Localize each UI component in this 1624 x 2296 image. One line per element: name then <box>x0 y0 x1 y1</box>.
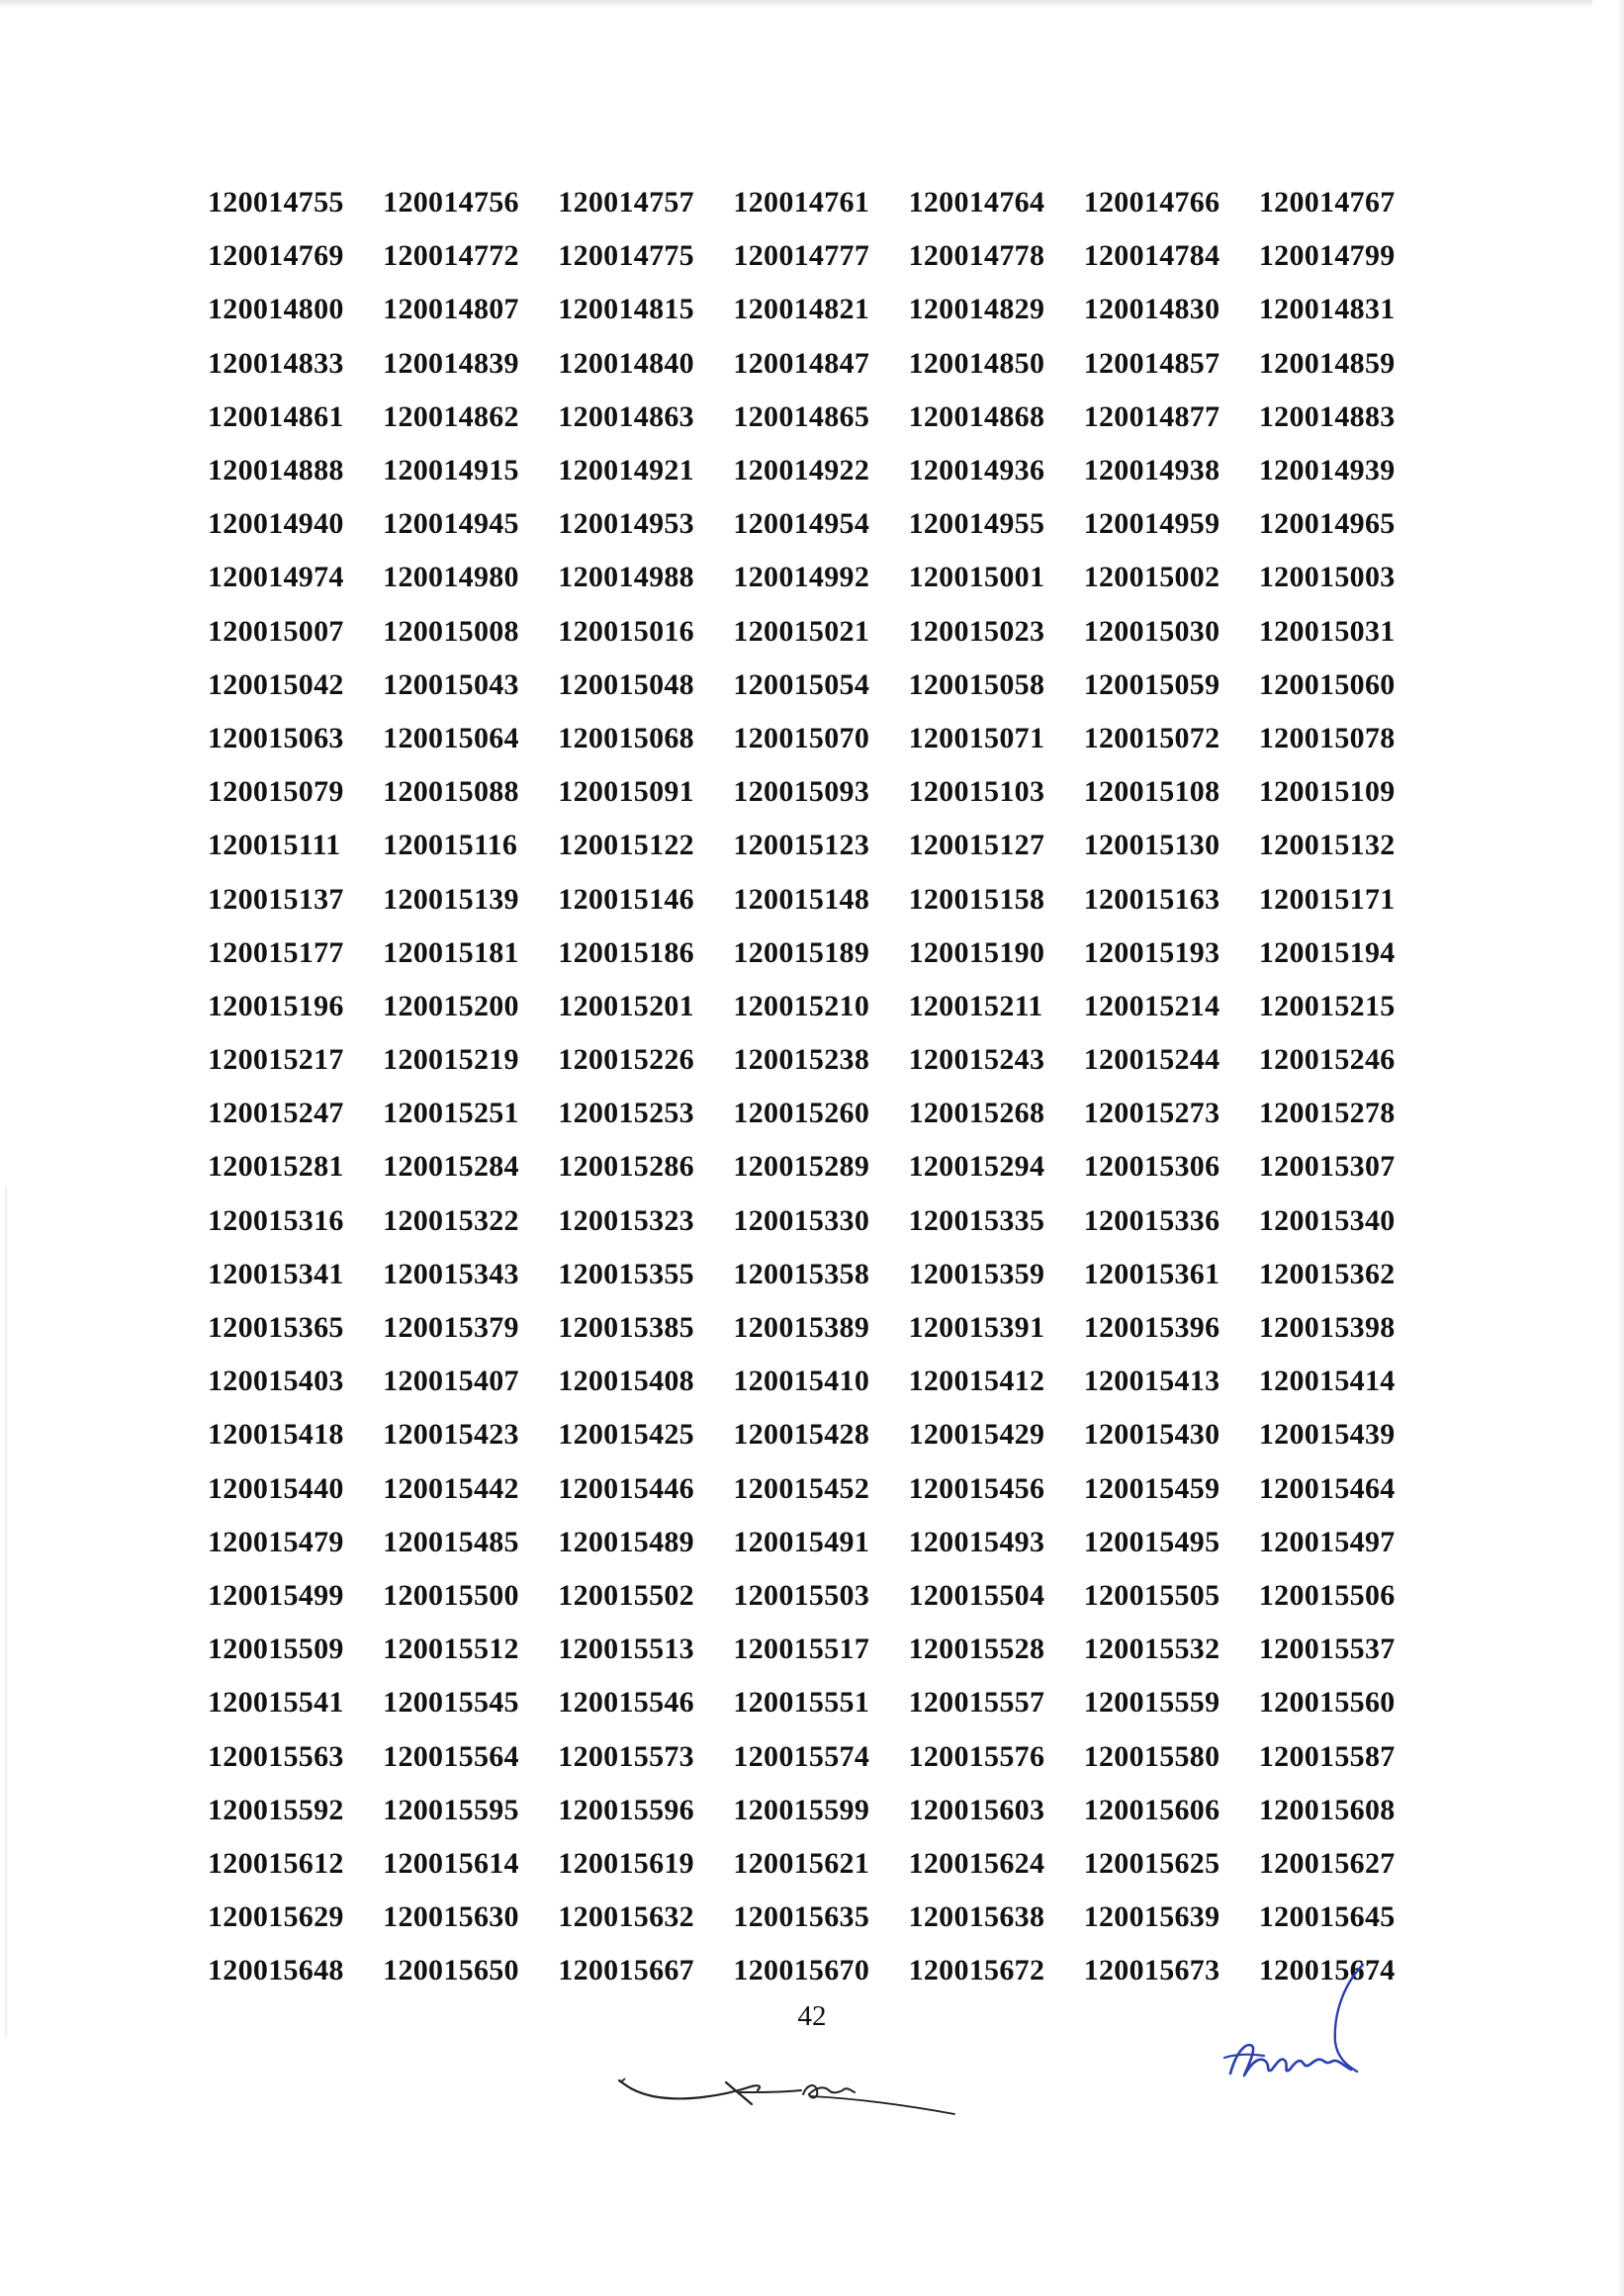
roll-number-cell: 120015273 <box>1083 1097 1220 1130</box>
roll-number-cell: 120015407 <box>383 1365 519 1398</box>
roll-number-cell: 120015551 <box>733 1686 870 1720</box>
roll-number-cell: 120015210 <box>733 989 870 1022</box>
signature-left-icon <box>613 2057 969 2126</box>
table-row <box>208 1248 1434 1301</box>
table-row <box>208 712 1434 765</box>
roll-number-cell: 120015127 <box>908 829 1045 862</box>
roll-number-cell: 120015109 <box>1258 775 1396 809</box>
roll-number-cell: 120015215 <box>1258 989 1396 1022</box>
roll-number-cell: 120014756 <box>383 186 519 220</box>
roll-number-cell: 120014974 <box>208 561 344 594</box>
roll-number-cell: 120015532 <box>1083 1633 1220 1666</box>
roll-number-cell: 120014863 <box>558 399 694 433</box>
roll-number-cell: 120015630 <box>383 1900 519 1934</box>
roll-number-cell: 120014883 <box>1258 399 1396 433</box>
roll-number-cell: 120015007 <box>208 614 344 648</box>
roll-number-cell: 120015060 <box>1258 667 1396 701</box>
table-row <box>208 1623 1434 1676</box>
roll-number-cell: 120015359 <box>908 1257 1045 1290</box>
roll-number-cell: 120015509 <box>208 1633 344 1666</box>
roll-number-cell: 120015200 <box>383 989 519 1022</box>
scan-left-edge <box>5 1187 7 2037</box>
table-row <box>208 872 1434 926</box>
roll-number-cell: 120015414 <box>1258 1365 1396 1398</box>
table-row <box>208 497 1434 551</box>
table-row <box>208 1194 1434 1248</box>
roll-number-cell: 120015672 <box>908 1954 1045 1987</box>
table-row <box>208 1140 1434 1193</box>
roll-number-cell: 120014992 <box>733 561 870 594</box>
roll-number-cell: 120015513 <box>558 1633 694 1666</box>
table-row <box>208 1516 1434 1569</box>
roll-number-cell: 120015268 <box>908 1097 1045 1130</box>
roll-number-cell: 120015545 <box>383 1686 519 1720</box>
table-row <box>208 229 1434 283</box>
roll-number-cell: 120015603 <box>908 1793 1045 1826</box>
roll-number-cell: 120015323 <box>558 1203 694 1237</box>
roll-number-cell: 120015456 <box>908 1471 1045 1505</box>
roll-number-cell: 120015396 <box>1083 1311 1220 1345</box>
roll-number-cell: 120014888 <box>208 454 344 487</box>
roll-number-cell: 120015064 <box>383 721 519 754</box>
table-row <box>208 1837 1434 1891</box>
roll-number-cell: 120014821 <box>733 293 870 326</box>
roll-number-cell: 120014859 <box>1258 346 1396 380</box>
roll-number-cell: 120015226 <box>558 1043 694 1077</box>
roll-number-cell: 120015595 <box>383 1793 519 1826</box>
roll-number-cell: 120015667 <box>558 1954 694 1987</box>
roll-number-cell: 120015632 <box>558 1900 694 1934</box>
signature-right-icon <box>1217 1963 1395 2101</box>
table-row <box>208 1891 1434 1944</box>
roll-number-cell: 120015130 <box>1083 829 1220 862</box>
table-row <box>208 1033 1434 1087</box>
scan-right-edge <box>1618 0 1624 2296</box>
roll-number-cell: 120015580 <box>1083 1739 1220 1773</box>
roll-number-cell: 120015289 <box>733 1150 870 1184</box>
roll-number-cell: 120015238 <box>733 1043 870 1077</box>
roll-number-cell: 120015612 <box>208 1846 344 1880</box>
roll-number-cell: 120015201 <box>558 989 694 1022</box>
roll-number-cell: 120015306 <box>1083 1150 1220 1184</box>
roll-number-cell: 120015122 <box>558 829 694 862</box>
roll-number-cell: 120014939 <box>1258 454 1396 487</box>
roll-number-cell: 120015088 <box>383 775 519 809</box>
roll-number-cell: 120015442 <box>383 1471 519 1505</box>
roll-number-cell: 120015340 <box>1258 1203 1396 1237</box>
roll-number-cell: 120015606 <box>1083 1793 1220 1826</box>
table-row <box>208 551 1434 604</box>
roll-number-cell: 120014922 <box>733 454 870 487</box>
roll-number-cell: 120014936 <box>908 454 1045 487</box>
roll-number-cell: 120014850 <box>908 346 1045 380</box>
roll-number-cell: 120014778 <box>908 239 1045 273</box>
roll-number-cell: 120015428 <box>733 1418 870 1452</box>
roll-number-cell: 120015614 <box>383 1846 519 1880</box>
roll-number-cell: 120015491 <box>733 1525 870 1558</box>
roll-number-cell: 120015194 <box>1258 935 1396 969</box>
roll-number-cell: 120015355 <box>558 1257 694 1290</box>
roll-number-cell: 120015495 <box>1083 1525 1220 1558</box>
roll-number-cell: 120015413 <box>1083 1365 1220 1398</box>
roll-number-cell: 120015189 <box>733 935 870 969</box>
roll-number-cell: 120015171 <box>1258 882 1396 916</box>
table-row <box>208 980 1434 1033</box>
roll-number-cell: 120015499 <box>208 1578 344 1612</box>
roll-number-cell: 120015190 <box>908 935 1045 969</box>
table-row <box>208 176 1434 229</box>
roll-number-cell: 120015670 <box>733 1954 870 1987</box>
roll-number-cell: 120015079 <box>208 775 344 809</box>
table-row <box>208 444 1434 497</box>
roll-number-cell: 120015278 <box>1258 1097 1396 1130</box>
roll-number-cell: 120014799 <box>1258 239 1396 273</box>
roll-number-cell: 120015078 <box>1258 721 1396 754</box>
roll-number-cell: 120014940 <box>208 507 344 541</box>
roll-number-cell: 120015398 <box>1258 1311 1396 1345</box>
roll-number-cell: 120015108 <box>1083 775 1220 809</box>
roll-number-cell: 120015163 <box>1083 882 1220 916</box>
roll-number-cell: 120015072 <box>1083 721 1220 754</box>
table-row <box>208 1087 1434 1140</box>
roll-number-cell: 120015148 <box>733 882 870 916</box>
roll-number-cell: 120015244 <box>1083 1043 1220 1077</box>
roll-number-cell: 120015599 <box>733 1793 870 1826</box>
roll-number-cell: 120014766 <box>1083 186 1220 220</box>
roll-number-cell: 120015219 <box>383 1043 519 1077</box>
roll-number-cell: 120015048 <box>558 667 694 701</box>
roll-number-cell: 120015103 <box>908 775 1045 809</box>
roll-number-cell: 120015246 <box>1258 1043 1396 1077</box>
roll-number-cell: 120015335 <box>908 1203 1045 1237</box>
roll-number-cell: 120015546 <box>558 1686 694 1720</box>
roll-number-cell: 120015446 <box>558 1471 694 1505</box>
roll-number-cell: 120014955 <box>908 507 1045 541</box>
page-number: 42 <box>797 2000 827 2032</box>
roll-number-cell: 120014965 <box>1258 507 1396 541</box>
roll-number-cell: 120015196 <box>208 989 344 1022</box>
roll-number-cell: 120015001 <box>908 561 1045 594</box>
roll-number-cell: 120015336 <box>1083 1203 1220 1237</box>
roll-number-cell: 120015639 <box>1083 1900 1220 1934</box>
roll-number-cell: 120015003 <box>1258 561 1396 594</box>
roll-number-cell: 120015559 <box>1083 1686 1220 1720</box>
table-row <box>208 337 1434 391</box>
roll-number-cell: 120014980 <box>383 561 519 594</box>
table-row <box>208 1301 1434 1355</box>
roll-number-cell: 120015608 <box>1258 1793 1396 1826</box>
roll-number-cell: 120015650 <box>383 1954 519 1987</box>
roll-number-cell: 120014921 <box>558 454 694 487</box>
roll-number-cell: 120015281 <box>208 1150 344 1184</box>
roll-number-cell: 120015217 <box>208 1043 344 1077</box>
roll-number-cell: 120014959 <box>1083 507 1220 541</box>
roll-number-cell: 120015031 <box>1258 614 1396 648</box>
roll-number-cell: 120014769 <box>208 239 344 273</box>
roll-number-cell: 120015054 <box>733 667 870 701</box>
roll-number-cell: 120015008 <box>383 614 519 648</box>
table-row <box>208 1569 1434 1623</box>
roll-number-cell: 120015023 <box>908 614 1045 648</box>
roll-number-cell: 120014877 <box>1083 399 1220 433</box>
roll-number-cell: 120015294 <box>908 1150 1045 1184</box>
roll-number-cell: 120014954 <box>733 507 870 541</box>
roll-number-cell: 120014945 <box>383 507 519 541</box>
roll-number-cell: 120015430 <box>1083 1418 1220 1452</box>
roll-number-cell: 120015211 <box>908 989 1043 1022</box>
roll-number-cell: 120015251 <box>383 1097 519 1130</box>
roll-number-cell: 120015137 <box>208 882 344 916</box>
roll-number-cell: 120015423 <box>383 1418 519 1452</box>
roll-number-cell: 120015500 <box>383 1578 519 1612</box>
table-row <box>208 391 1434 444</box>
roll-number-cell: 120015464 <box>1258 1471 1396 1505</box>
roll-number-cell: 120015563 <box>208 1739 344 1773</box>
table-row <box>208 765 1434 819</box>
roll-number-cell: 120015440 <box>208 1471 344 1505</box>
roll-number-cell: 120015070 <box>733 721 870 754</box>
roll-number-cell: 120015284 <box>383 1150 519 1184</box>
roll-number-cell: 120015452 <box>733 1471 870 1505</box>
roll-number-cell: 120015497 <box>1258 1525 1396 1558</box>
roll-number-cell: 120015068 <box>558 721 694 754</box>
table-row <box>208 927 1434 980</box>
roll-number-cell: 120015365 <box>208 1311 344 1345</box>
roll-number-cell: 120014861 <box>208 399 344 433</box>
roll-number-cell: 120015286 <box>558 1150 694 1184</box>
roll-number-cell: 120015459 <box>1083 1471 1220 1505</box>
roll-number-cell: 120015517 <box>733 1633 870 1666</box>
table-row <box>208 1676 1434 1729</box>
roll-number-cell: 120015111 <box>208 829 341 862</box>
roll-number-cell: 120014915 <box>383 454 519 487</box>
roll-number-cell: 120015158 <box>908 882 1045 916</box>
table-row <box>208 605 1434 659</box>
roll-number-cell: 120015341 <box>208 1257 344 1290</box>
roll-number-cell: 120014865 <box>733 399 870 433</box>
roll-number-cell: 120015391 <box>908 1311 1045 1345</box>
roll-number-cell: 120015253 <box>558 1097 694 1130</box>
table-row <box>208 283 1434 336</box>
roll-number-cell: 120015132 <box>1258 829 1396 862</box>
roll-number-cell: 120015418 <box>208 1418 344 1452</box>
roll-number-cell: 120015439 <box>1258 1418 1396 1452</box>
roll-number-cell: 120014862 <box>383 399 519 433</box>
roll-number-cell: 120014831 <box>1258 293 1396 326</box>
roll-number-cell: 120015429 <box>908 1418 1045 1452</box>
roll-number-cell: 120015560 <box>1258 1686 1396 1720</box>
roll-number-cell: 120015016 <box>558 614 694 648</box>
roll-number-cell: 120014938 <box>1083 454 1220 487</box>
roll-number-cell: 120015624 <box>908 1846 1045 1880</box>
roll-number-cell: 120014953 <box>558 507 694 541</box>
roll-number-cell: 120015243 <box>908 1043 1045 1077</box>
roll-number-cell: 120014840 <box>558 346 694 380</box>
roll-number-cell: 120015541 <box>208 1686 344 1720</box>
roll-number-cell: 120014830 <box>1083 293 1220 326</box>
roll-number-cell: 120014988 <box>558 561 694 594</box>
roll-number-cell: 120015123 <box>733 829 870 862</box>
roll-number-cell: 120015596 <box>558 1793 694 1826</box>
roll-number-cell: 120015489 <box>558 1525 694 1558</box>
roll-number-cell: 120015621 <box>733 1846 870 1880</box>
roll-number-cell: 120015071 <box>908 721 1045 754</box>
roll-number-cell: 120015322 <box>383 1203 519 1237</box>
roll-number-cell: 120014772 <box>383 239 519 273</box>
roll-number-cell: 120015030 <box>1083 614 1220 648</box>
roll-number-cell: 120015674 <box>1258 1954 1396 1987</box>
roll-number-cell: 120015592 <box>208 1793 344 1826</box>
roll-number-cell: 120015091 <box>558 775 694 809</box>
roll-number-cell: 120015379 <box>383 1311 519 1345</box>
roll-number-cell: 120015576 <box>908 1739 1045 1773</box>
roll-number-cell: 120015058 <box>908 667 1045 701</box>
roll-number-cell: 120015021 <box>733 614 870 648</box>
roll-number-cell: 120014833 <box>208 346 344 380</box>
roll-number-cell: 120015403 <box>208 1365 344 1398</box>
roll-number-cell: 120015627 <box>1258 1846 1396 1880</box>
roll-number-cell: 120015042 <box>208 667 344 701</box>
roll-number-cell: 120014755 <box>208 186 344 220</box>
roll-number-cell: 120015503 <box>733 1578 870 1612</box>
roll-number-cell: 120014767 <box>1258 186 1396 220</box>
roll-number-cell: 120015181 <box>383 935 519 969</box>
roll-number-cell: 120015139 <box>383 882 519 916</box>
table-row <box>208 1408 1434 1461</box>
roll-number-cell: 120015502 <box>558 1578 694 1612</box>
roll-number-cell: 120014829 <box>908 293 1045 326</box>
table-row <box>208 1784 1434 1837</box>
roll-number-cell: 120014775 <box>558 239 694 273</box>
roll-number-cell: 120014784 <box>1083 239 1220 273</box>
roll-number-cell: 120015410 <box>733 1365 870 1398</box>
roll-number-cell: 120015358 <box>733 1257 870 1290</box>
scan-top-edge <box>0 0 1592 8</box>
roll-number-cell: 120015506 <box>1258 1578 1396 1612</box>
roll-number-cell: 120015362 <box>1258 1257 1396 1290</box>
roll-number-cell: 120014847 <box>733 346 870 380</box>
roll-number-cell: 120015193 <box>1083 935 1220 969</box>
roll-number-cell: 120015214 <box>1083 989 1220 1022</box>
table-row <box>208 1462 1434 1516</box>
roll-number-cell: 120014807 <box>383 293 519 326</box>
roll-number-cell: 120015564 <box>383 1739 519 1773</box>
roll-number-cell: 120014800 <box>208 293 344 326</box>
roll-number-cell: 120015504 <box>908 1578 1045 1612</box>
roll-number-cell: 120015479 <box>208 1525 344 1558</box>
roll-number-cell: 120015574 <box>733 1739 870 1773</box>
roll-number-cell: 120015361 <box>1083 1257 1220 1290</box>
roll-number-cell: 120015573 <box>558 1739 694 1773</box>
roll-number-cell: 120015330 <box>733 1203 870 1237</box>
table-row <box>208 659 1434 712</box>
roll-number-cell: 120015177 <box>208 935 344 969</box>
roll-number-cell: 120015247 <box>208 1097 344 1130</box>
roll-number-cell: 120014761 <box>733 186 870 220</box>
roll-number-cell: 120014764 <box>908 186 1045 220</box>
roll-number-cell: 120015389 <box>733 1311 870 1345</box>
roll-number-cell: 120014857 <box>1083 346 1220 380</box>
roll-number-cell: 120014757 <box>558 186 694 220</box>
roll-number-cell: 120015002 <box>1083 561 1220 594</box>
roll-number-cell: 120015537 <box>1258 1633 1396 1666</box>
roll-number-cell: 120015059 <box>1083 667 1220 701</box>
roll-number-cell: 120015619 <box>558 1846 694 1880</box>
roll-number-cell: 120014839 <box>383 346 519 380</box>
table-row <box>208 1729 1434 1783</box>
roll-number-cell: 120015116 <box>383 829 518 862</box>
table-row <box>208 1355 1434 1408</box>
roll-number-cell: 120015528 <box>908 1633 1045 1666</box>
roll-number-cell: 120015673 <box>1083 1954 1220 1987</box>
roll-number-cell: 120015385 <box>558 1311 694 1345</box>
roll-number-cell: 120014868 <box>908 399 1045 433</box>
roll-number-cell: 120015063 <box>208 721 344 754</box>
roll-number-cell: 120015260 <box>733 1097 870 1130</box>
roll-number-cell: 120015557 <box>908 1686 1045 1720</box>
roll-number-cell: 120015638 <box>908 1900 1045 1934</box>
roll-number-cell: 120015512 <box>383 1633 519 1666</box>
roll-number-cell: 120015625 <box>1083 1846 1220 1880</box>
roll-number-list <box>208 176 1434 1997</box>
roll-number-cell: 120014777 <box>733 239 870 273</box>
roll-number-cell: 120015635 <box>733 1900 870 1934</box>
roll-number-cell: 120015146 <box>558 882 694 916</box>
roll-number-cell: 120015645 <box>1258 1900 1396 1934</box>
roll-number-cell: 120015425 <box>558 1418 694 1452</box>
roll-number-cell: 120014815 <box>558 293 694 326</box>
roll-number-cell: 120015412 <box>908 1365 1045 1398</box>
roll-number-cell: 120015343 <box>383 1257 519 1290</box>
roll-number-cell: 120015485 <box>383 1525 519 1558</box>
table-row <box>208 819 1434 872</box>
roll-number-cell: 120015043 <box>383 667 519 701</box>
roll-number-cell: 120015505 <box>1083 1578 1220 1612</box>
roll-number-cell: 120015629 <box>208 1900 344 1934</box>
roll-number-cell: 120015307 <box>1258 1150 1396 1184</box>
roll-number-cell: 120015648 <box>208 1954 344 1987</box>
roll-number-cell: 120015093 <box>733 775 870 809</box>
roll-number-cell: 120015587 <box>1258 1739 1396 1773</box>
roll-number-cell: 120015186 <box>558 935 694 969</box>
roll-number-cell: 120015493 <box>908 1525 1045 1558</box>
roll-number-cell: 120015408 <box>558 1365 694 1398</box>
roll-number-cell: 120015316 <box>208 1203 344 1237</box>
